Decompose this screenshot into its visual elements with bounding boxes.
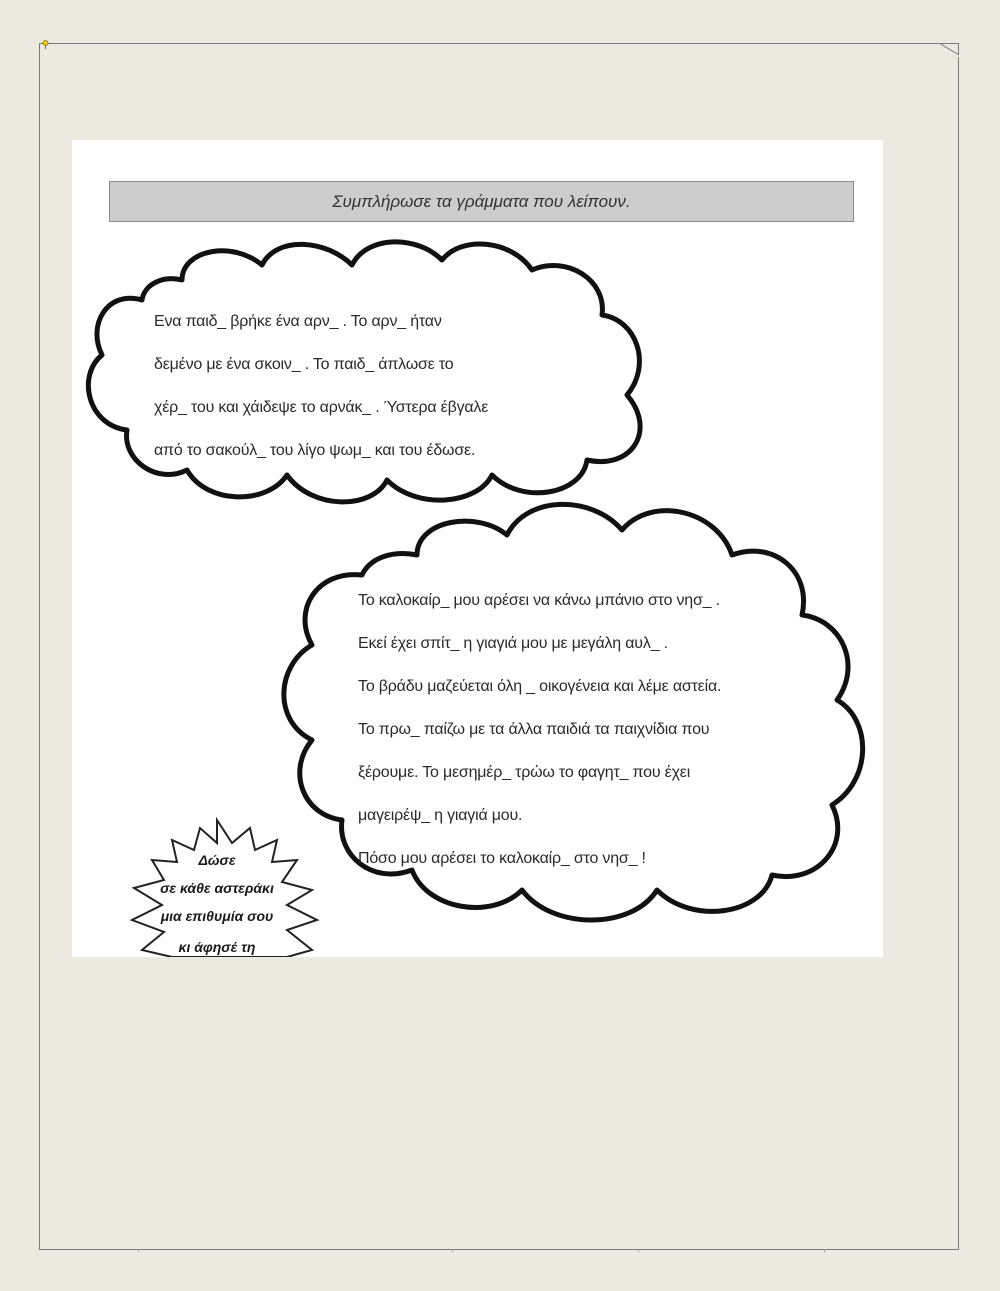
starburst-line-3: μια επιθυμία σου: [160, 908, 274, 924]
cloud2-line-5: ξέρουμε. Το μεσημέρ_ τρώω το φαγητ_ που έχει: [358, 764, 691, 781]
cloud2-line-7: Πόσο μου αρέσει το καλοκαίρ_ στο νησ_ !: [358, 850, 646, 867]
cloud2-line-4: Το πρω_ παίζω με τα άλλα παιδιά τα παιχνίδια που: [358, 721, 710, 738]
cloud1-line-1: Ενα παιδ_ βρήκε ένα αρν_ . Το αρν_ ήταν: [154, 313, 442, 330]
cloud2-line-1: Το καλοκαίρ_ μου αρέσει να κάνω μπάνιο στο νησ_ .: [358, 592, 720, 609]
cloud2-line-3: Το βράδυ μαζεύεται όλη _ οικογένεια και λέμε αστεία.: [358, 678, 722, 695]
starburst-line-1: Δώσε: [198, 852, 236, 868]
page-tick: [138, 1249, 139, 1252]
cloud1-line-2: δεμένο με ένα σκοιν_ . Το παιδ_ άπλωσε το: [154, 356, 454, 373]
cloud1-line-4: από το σακούλ_ του λίγο ψωμ_ και του έδωσε.: [154, 442, 476, 459]
page-tick: [452, 1249, 453, 1252]
pin-icon: [42, 40, 49, 49]
worksheet-image: [72, 140, 883, 957]
cloud2-line-6: μαγειρέψ_ η γιαγιά μου.: [358, 807, 523, 824]
cloud-shapes: [72, 140, 883, 957]
page-tick: [824, 1249, 825, 1252]
instruction-title-text: Συμπλήρωσε τα γράμματα που λείπουν.: [332, 191, 631, 211]
cloud1-line-3: χέρ_ του και χάιδεψε το αρνάκ_ . Ύστερα έβγαλε: [154, 399, 489, 416]
page-tick: [638, 1249, 639, 1252]
starburst-line-2: σε κάθε αστεράκι: [160, 880, 274, 896]
cloud2-line-2: Εκεί έχει σπίτ_ η γιαγιά μου με μεγάλη αυλ_ .: [358, 635, 668, 652]
starburst-line-4: κι άφησέ τη: [178, 939, 256, 955]
page-corner-fold: [939, 43, 959, 57]
